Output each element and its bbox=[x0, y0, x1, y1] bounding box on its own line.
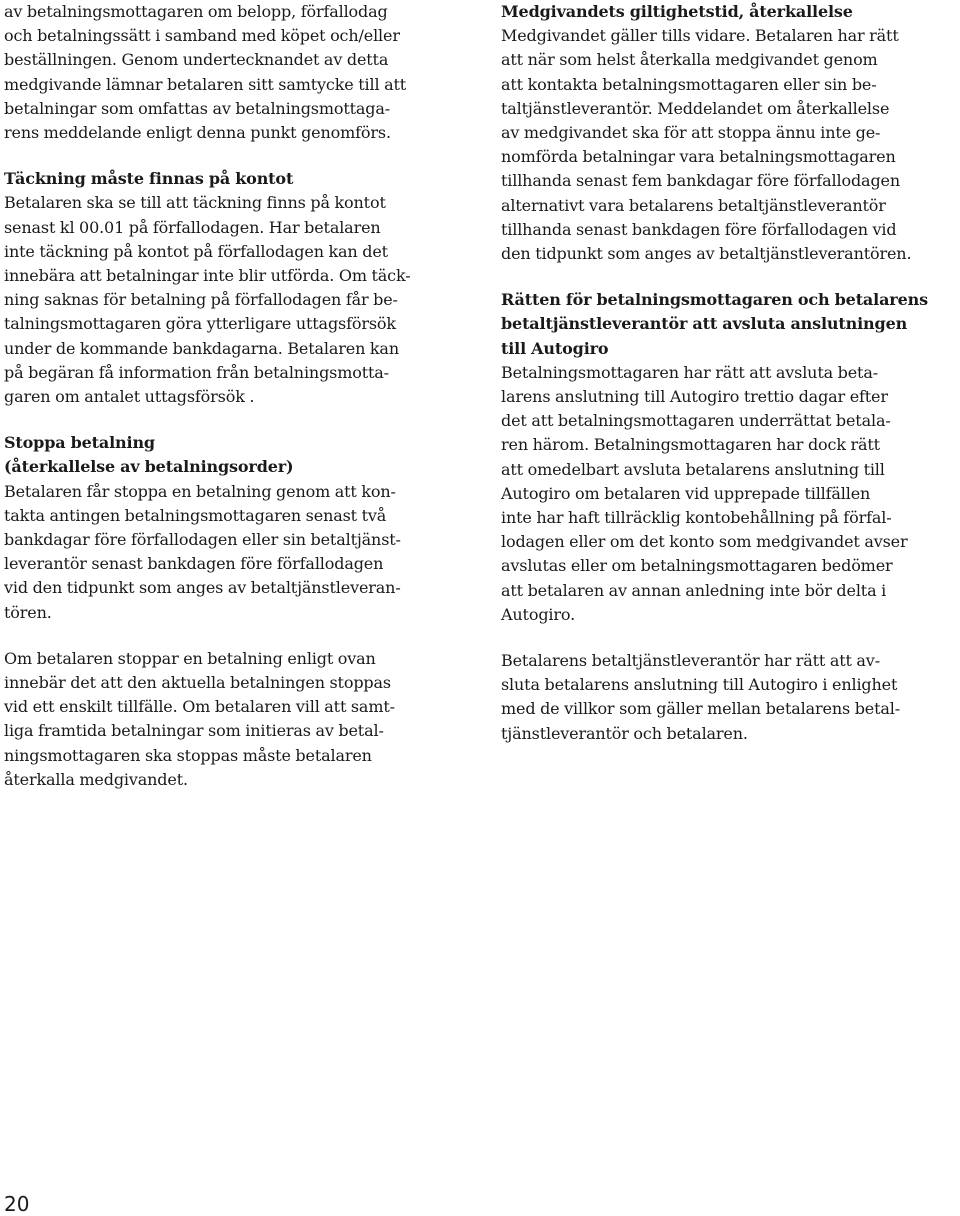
text-line: innebära att betalningar inte blir utförda. Om täck- bbox=[4, 266, 411, 286]
text-line: den tidpunkt som anges av betaltjänstleverantören. bbox=[501, 244, 912, 264]
text-line: garen om antalet uttagsförsök . bbox=[4, 387, 255, 407]
text-line: sluta betalarens anslutning till Autogiro i enlighet bbox=[501, 675, 898, 695]
text-line: takta antingen betalningsmottagaren senast två bbox=[4, 505, 387, 525]
text-line: återkalla medgivandet. bbox=[4, 769, 188, 789]
text-line: Betalaren får stoppa en betalning genom att kon- bbox=[4, 481, 396, 501]
text-line: leverantör senast bankdagen före förfallodagen bbox=[4, 554, 384, 574]
text-line: bankdagar före förfallodagen eller sin betaltjänst- bbox=[4, 530, 401, 550]
coverage-section bbox=[4, 167, 456, 409]
text-line: ren härom. Betalningsmottagaren har dock rätt bbox=[501, 435, 880, 455]
text-line: liga framtida betalningar som initieras av betal- bbox=[4, 721, 384, 741]
text-line: ning saknas för betalning på förfallodagen får be- bbox=[4, 290, 398, 310]
validity-heading: Medgivandets giltighetstid, återkallelse bbox=[501, 2, 853, 21]
text-line: av betalningsmottagaren om belopp, förfallodag bbox=[4, 2, 388, 21]
text-line: rens meddelande enligt denna punkt genomförs. bbox=[4, 123, 391, 143]
text-line: på begäran få information från betalningsmotta- bbox=[4, 362, 389, 382]
text-line: med de villkor som gäller mellan betalarens betal- bbox=[501, 699, 901, 719]
text-line: tillhanda senast bankdagen före förfallodagen vid bbox=[501, 219, 897, 239]
text-line: att kontakta betalningsmottagaren eller sin be- bbox=[501, 74, 877, 94]
text-line: medgivande lämnar betalaren sitt samtycke till att bbox=[4, 74, 407, 94]
text-line: betalningar som omfattas av betalningsmottaga- bbox=[4, 98, 391, 118]
left-column bbox=[4, 0, 456, 792]
text-line: vid ett enskilt tillfälle. Om betalaren vill att samt- bbox=[4, 697, 395, 717]
text-line: vid den tidpunkt som anges av betaltjänstleveran- bbox=[4, 578, 401, 598]
termination-heading: Rätten för betalningsmottagaren och betalarens bbox=[501, 290, 928, 310]
page-number: 20 bbox=[4, 1192, 30, 1216]
text-line: tillhanda senast fem bankdagar före förfallodagen bbox=[501, 171, 901, 191]
text-line: av medgivandet ska för att stoppa ännu inte ge- bbox=[501, 123, 881, 143]
text-line: att omedelbart avsluta betalarens anslutning till bbox=[501, 459, 885, 479]
termination-section bbox=[501, 288, 953, 627]
text-line: Betalaren ska se till att täckning finns på kontot bbox=[4, 193, 386, 213]
text-line: talningsmottagaren göra ytterligare uttagsförsök bbox=[4, 314, 396, 334]
text-line: alternativt vara betalarens betaltjänstleverantör bbox=[501, 195, 886, 215]
text-line: under de kommande bankdagarna. Betalaren kan bbox=[4, 338, 399, 358]
stop-payment-section bbox=[4, 431, 456, 625]
text-line: innebär det att den aktuella betalningen stoppas bbox=[4, 673, 391, 693]
text-line: senast kl 00.01 på förfallodagen. Har betalaren bbox=[4, 217, 381, 237]
text-line: det att betalningsmottagaren underrättat betala- bbox=[501, 411, 891, 431]
coverage-heading: Täckning måste finnas på kontot bbox=[4, 169, 294, 189]
text-line: taltjänstleverantör. Meddelandet om återkallelse bbox=[501, 98, 890, 118]
stop-payment-subheading: (återkallelse av betalningsorder) bbox=[4, 457, 294, 477]
text-line: ningsmottagaren ska stoppas måste betalaren bbox=[4, 745, 372, 765]
stop-payment-heading: Stoppa betalning bbox=[4, 433, 155, 453]
validity-section bbox=[501, 0, 953, 266]
text-line: nomförda betalningar vara betalningsmottagaren bbox=[501, 147, 896, 167]
stop-effect-paragraph bbox=[4, 647, 456, 792]
right-column bbox=[501, 0, 953, 746]
text-line: Betalarens betaltjänstleverantör har rätt att av- bbox=[501, 651, 880, 671]
text-line: lodagen eller om det konto som medgivandet avser bbox=[501, 532, 908, 552]
text-line: avslutas eller om betalningsmottagaren bedömer bbox=[501, 556, 893, 576]
text-line: beställningen. Genom undertecknandet av detta bbox=[4, 50, 389, 70]
text-line: Betalningsmottagaren har rätt att avsluta beta- bbox=[501, 362, 878, 382]
intro-paragraph bbox=[4, 0, 456, 145]
text-line: Medgivandet gäller tills vidare. Betalaren har rätt bbox=[501, 26, 899, 46]
text-line: att betalaren av annan anledning inte bör delta i bbox=[501, 580, 887, 600]
text-line: inte täckning på kontot på förfallodagen kan det bbox=[4, 241, 388, 261]
text-line: inte har haft tillräcklig kontobehållning på förfal- bbox=[501, 508, 892, 528]
termination-heading: till Autogiro bbox=[501, 338, 609, 358]
text-line: Autogiro om betalaren vid upprepade tillfällen bbox=[501, 483, 871, 503]
termination-heading: betaltjänstleverantör att avsluta anslutningen bbox=[501, 314, 908, 334]
text-line: att när som helst återkalla medgivandet genom bbox=[501, 50, 878, 70]
text-line: Autogiro. bbox=[501, 604, 576, 624]
text-line: tören. bbox=[4, 602, 52, 622]
text-line: Om betalaren stoppar en betalning enligt ovan bbox=[4, 648, 376, 668]
text-line: larens anslutning till Autogiro trettio dagar efter bbox=[501, 387, 888, 407]
provider-termination-paragraph bbox=[501, 649, 953, 746]
text-line: tjänstleverantör och betalaren. bbox=[501, 723, 748, 743]
text-line: och betalningssätt i samband med köpet och/eller bbox=[4, 26, 400, 46]
